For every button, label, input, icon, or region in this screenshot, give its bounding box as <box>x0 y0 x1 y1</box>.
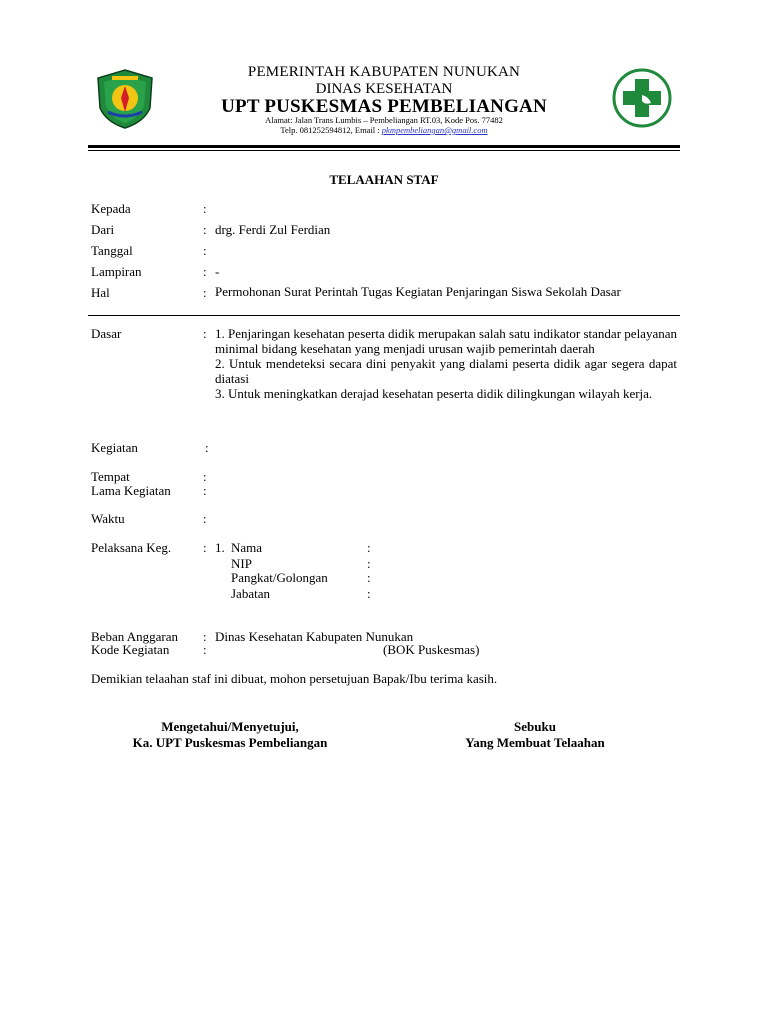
colon: : <box>203 483 207 498</box>
colon: : <box>203 243 207 258</box>
section-divider <box>88 315 680 316</box>
signature-left-title: Mengetahui/Menyetujui, <box>161 719 299 734</box>
header-rule-thick <box>88 145 680 148</box>
pelaksana-number: 1. <box>215 540 225 555</box>
colon: : <box>367 556 371 571</box>
label-kepada: Kepada <box>91 201 131 216</box>
colon: : <box>203 222 207 237</box>
signature-left-position: Ka. UPT Puskesmas Pembeliangan <box>132 735 328 750</box>
header-email-link[interactable]: pkmpembeliangan@gmail.com <box>381 125 488 135</box>
colon: : <box>203 540 207 555</box>
header-government: PEMERINTAH KABUPATEN NUNUKAN <box>247 64 521 80</box>
label-lama-kegiatan: Lama Kegiatan <box>91 483 171 498</box>
pelaksana-field-nama: Nama <box>231 540 263 555</box>
label-tempat: Tempat <box>91 469 130 484</box>
header-contact-phone: Telp. 081252594812, Email : <box>280 125 380 135</box>
label-tanggal: Tanggal <box>91 243 133 258</box>
colon: : <box>205 440 209 455</box>
pelaksana-field-nip: NIP <box>231 556 252 571</box>
value-dari: drg. Ferdi Zul Ferdian <box>215 222 331 237</box>
colon: : <box>203 326 207 341</box>
header-department: DINAS KESEHATAN <box>315 81 453 97</box>
dasar-item-1: 1. Penjaringan kesehatan peserta didik merupakan salah satu indikator standar pelayanan minimal bidang kesehatan yang menjadi urusan wajib pemerintah daerah <box>215 326 677 356</box>
value-hal: Permohonan Surat Perintah Tugas Kegiatan Penjaringan Siswa Sekolah Dasar <box>215 284 621 299</box>
header-contact <box>0 125 768 135</box>
label-pelaksana: Pelaksana Keg. <box>91 540 172 555</box>
value-kode-kegiatan: (BOK Puskesmas) <box>383 642 480 657</box>
colon: : <box>203 264 207 279</box>
colon: : <box>203 285 207 300</box>
header-rule-thin <box>88 150 680 151</box>
header-address: Alamat: Jalan Trans Lumbis – Pembeliangan RT.03, Kode Pos. 77482 <box>265 115 503 125</box>
label-hal: Hal <box>91 285 110 300</box>
label-dari: Dari <box>91 222 115 237</box>
dasar-item-2: 2. Untuk mendeteksi secara dini penyakit yang dialami peserta didik agar segera dapat diatasi <box>215 356 677 386</box>
label-waktu: Waktu <box>91 511 125 526</box>
colon: : <box>203 469 207 484</box>
colon: : <box>203 629 207 644</box>
label-lampiran: Lampiran <box>91 264 142 279</box>
value-lampiran: - <box>215 264 220 279</box>
dasar-item-3: 3. Untuk meningkatkan derajad kesehatan peserta didik dilingkungan wilayah kerja. <box>215 386 653 401</box>
value-beban-anggaran: Dinas Kesehatan Kabupaten Nunukan <box>215 629 414 644</box>
document-title: TELAAHAN STAF <box>329 172 439 187</box>
label-kegiatan: Kegiatan <box>91 440 138 455</box>
colon: : <box>203 201 207 216</box>
colon: : <box>367 540 371 555</box>
pelaksana-field-pangkat: Pangkat/Golongan <box>231 570 328 585</box>
signature-right-place: Sebuku <box>514 719 556 734</box>
colon: : <box>203 642 207 657</box>
dasar-list <box>215 326 677 401</box>
header-institution: UPT PUSKESMAS PEMBELIANGAN <box>221 96 547 117</box>
closing-statement: Demikian telaahan staf ini dibuat, mohon persetujuan Bapak/Ibu terima kasih. <box>91 671 498 686</box>
label-dasar: Dasar <box>91 326 122 341</box>
label-beban-anggaran: Beban Anggaran <box>91 629 179 644</box>
pelaksana-field-jabatan: Jabatan <box>231 586 270 601</box>
signature-right-position: Yang Membuat Telaahan <box>465 735 605 750</box>
label-kode-kegiatan: Kode Kegiatan <box>91 642 170 657</box>
colon: : <box>367 586 371 601</box>
colon: : <box>367 570 371 585</box>
colon: : <box>203 511 207 526</box>
